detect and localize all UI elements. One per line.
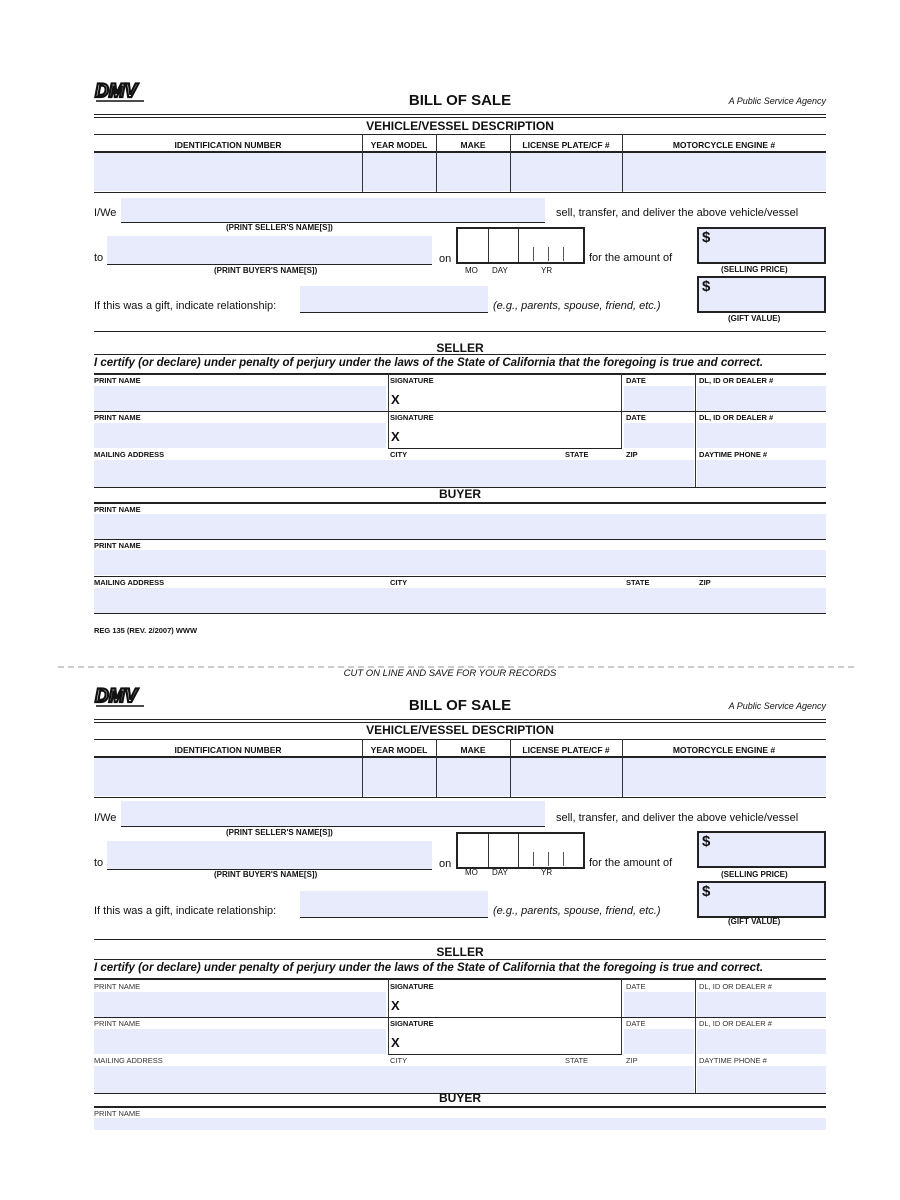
- perjury-certification: I certify (or declare) under penalty of perjury under the laws of the State of California that the foregoing is true and correct.: [94, 962, 764, 974]
- sale-date-input[interactable]: [456, 832, 585, 869]
- seller-mailing-address-label: MAILING ADDRESS: [94, 450, 165, 459]
- seller2-signature-label: SIGNATURE: [390, 413, 434, 422]
- agency-tagline: A Public Service Agency: [728, 701, 826, 711]
- seller-names-input[interactable]: [121, 801, 545, 826]
- i-we-label: I/We: [94, 207, 117, 219]
- gift-examples: (e.g., parents, spouse, friend, etc.): [493, 300, 661, 312]
- selling-price-input[interactable]: [697, 831, 826, 868]
- buyer-mailing-address-input[interactable]: [94, 588, 826, 613]
- gift-value-input[interactable]: [697, 276, 826, 313]
- license-plate-input[interactable]: [511, 758, 622, 796]
- gift-examples: (e.g., parents, spouse, friend, etc.): [493, 905, 661, 917]
- gift-value-caption: (GIFT VALUE): [728, 314, 781, 323]
- year-model-input[interactable]: [363, 758, 436, 796]
- seller1-signature-x: X: [391, 998, 400, 1013]
- to-label: to: [94, 252, 104, 264]
- dollar-sign: $: [702, 883, 711, 900]
- seller2-signature-x: X: [391, 429, 400, 444]
- dmv-logo-text: DMV: [95, 81, 138, 102]
- seller-mailing-address-input[interactable]: [94, 1066, 694, 1093]
- seller1-date-input[interactable]: [624, 992, 694, 1017]
- seller1-signature-x: X: [391, 392, 400, 407]
- seller-mailing-address-label: MAILING ADDRESS: [94, 1056, 163, 1065]
- seller-city-label: CITY: [390, 450, 408, 459]
- seller1-print-name-label: PRINT NAME: [94, 376, 141, 385]
- seller2-dl-label: DL, ID OR DEALER #: [699, 413, 774, 422]
- seller2-date-input[interactable]: [624, 1029, 694, 1054]
- seller-heading: SELLER: [436, 341, 484, 355]
- col-motorcycle-engine: MOTORCYCLE ENGINE #: [672, 140, 776, 150]
- buyer-names-input[interactable]: [107, 841, 432, 869]
- seller1-print-name-input[interactable]: [94, 386, 386, 411]
- gift-relationship-label: If this was a gift, indicate relationship:: [94, 300, 277, 312]
- seller-city-label: CITY: [390, 1056, 408, 1065]
- buyer2-print-name-input[interactable]: [94, 550, 826, 575]
- motorcycle-engine-input[interactable]: [623, 153, 826, 191]
- seller-daytime-phone-input[interactable]: [697, 460, 826, 487]
- gift-value-input[interactable]: [697, 881, 826, 918]
- buyer-state-label: STATE: [626, 578, 650, 587]
- seller2-signature-label: SIGNATURE: [390, 1019, 434, 1028]
- sell-transfer-text: sell, transfer, and deliver the above vehicle/vessel: [556, 207, 799, 219]
- date-mo-label: MO: [465, 868, 478, 877]
- sell-transfer-text: sell, transfer, and deliver the above vehicle/vessel: [556, 812, 799, 824]
- agency-tagline: A Public Service Agency: [728, 96, 826, 106]
- bill-of-sale-form-2: [94, 686, 826, 1155]
- date-mo-label: MO: [465, 266, 478, 275]
- seller-state-label: STATE: [565, 1056, 589, 1065]
- buyer-city-label: CITY: [390, 578, 408, 587]
- date-yr-label: YR: [541, 868, 553, 877]
- identification-number-input[interactable]: [94, 153, 362, 191]
- seller2-signature-x: X: [391, 1035, 400, 1050]
- col-motorcycle-engine: MOTORCYCLE ENGINE #: [672, 745, 776, 755]
- seller-state-label: STATE: [565, 450, 589, 459]
- seller2-dl-label: DL, ID OR DEALER #: [699, 1019, 772, 1028]
- form-footer: REG 135 (REV. 2/2007) WWW: [94, 626, 198, 635]
- license-plate-input[interactable]: [511, 153, 622, 191]
- make-input[interactable]: [437, 758, 510, 796]
- seller2-print-name-input[interactable]: [94, 1029, 386, 1054]
- seller1-date-label: DATE: [626, 982, 646, 991]
- buyer-names-input[interactable]: [107, 236, 432, 264]
- buyer-mailing-address-label: MAILING ADDRESS: [94, 578, 165, 587]
- gift-relationship-label: If this was a gift, indicate relationship:: [94, 905, 277, 917]
- buyer-names-caption: (PRINT BUYER'S NAME[S]): [214, 870, 318, 879]
- make-input[interactable]: [437, 153, 510, 191]
- buyer-zip-label: ZIP: [699, 578, 711, 587]
- seller2-print-name-label: PRINT NAME: [94, 1019, 141, 1028]
- form-title: BILL OF SALE: [408, 697, 512, 714]
- seller-daytime-phone-label: DAYTIME PHONE #: [699, 450, 768, 459]
- seller2-dl-input[interactable]: [697, 1029, 826, 1054]
- buyer2-print-name-label: PRINT NAME: [94, 541, 141, 550]
- col-year-model: YEAR MODEL: [370, 140, 428, 150]
- date-day-label: DAY: [492, 266, 508, 275]
- selling-price-caption: (SELLING PRICE): [721, 265, 788, 274]
- seller1-dl-input[interactable]: [697, 386, 826, 411]
- date-yr-label: YR: [541, 266, 553, 275]
- sale-date-input[interactable]: [456, 227, 585, 264]
- form-title: BILL OF SALE: [408, 92, 512, 109]
- buyer1-print-name-input[interactable]: [94, 1118, 826, 1130]
- seller-heading: SELLER: [436, 945, 484, 959]
- seller1-date-input[interactable]: [624, 386, 694, 411]
- bill-of-sale-form-1: [94, 81, 826, 650]
- to-label: to: [94, 857, 104, 869]
- identification-number-input[interactable]: [94, 758, 362, 796]
- buyer-heading: BUYER: [438, 487, 481, 501]
- perjury-certification: I certify (or declare) under penalty of perjury under the laws of the State of California that the foregoing is true and correct.: [94, 357, 764, 369]
- seller1-signature-label: SIGNATURE: [390, 982, 434, 991]
- seller-names-caption: (PRINT SELLER'S NAME[S]): [226, 223, 333, 232]
- col-make: MAKE: [460, 745, 486, 755]
- seller1-print-name-input[interactable]: [94, 992, 386, 1017]
- seller-daytime-phone-label: DAYTIME PHONE #: [699, 1056, 767, 1065]
- seller-zip-label: ZIP: [626, 450, 638, 459]
- selling-price-input[interactable]: [697, 227, 826, 264]
- for-amount-label: for the amount of: [589, 857, 673, 869]
- buyer1-print-name-input[interactable]: [94, 514, 826, 539]
- buyer-names-caption: (PRINT BUYER'S NAME[S]): [214, 266, 318, 275]
- dollar-sign: $: [702, 229, 711, 246]
- col-make: MAKE: [460, 140, 486, 150]
- buyer1-print-name-label: PRINT NAME: [94, 505, 141, 514]
- on-label: on: [439, 253, 452, 265]
- dollar-sign: $: [702, 833, 711, 850]
- seller1-signature-label: SIGNATURE: [390, 376, 434, 385]
- year-model-input[interactable]: [363, 153, 436, 191]
- gift-value-caption: (GIFT VALUE): [728, 917, 781, 926]
- col-identification-number: IDENTIFICATION NUMBER: [174, 140, 282, 150]
- gift-relationship-input[interactable]: [300, 286, 488, 312]
- seller2-date-label: DATE: [626, 1019, 646, 1028]
- seller2-print-name-label: PRINT NAME: [94, 413, 141, 422]
- seller2-date-input[interactable]: [624, 423, 694, 448]
- on-label: on: [439, 858, 452, 870]
- date-day-label: DAY: [492, 868, 508, 877]
- seller1-dl-input[interactable]: [697, 992, 826, 1017]
- seller2-date-label: DATE: [626, 413, 646, 422]
- seller1-dl-label: DL, ID OR DEALER #: [699, 376, 774, 385]
- buyer-heading: BUYER: [438, 1091, 481, 1105]
- col-license-plate: LICENSE PLATE/CF #: [522, 140, 610, 150]
- seller1-dl-label: DL, ID OR DEALER #: [699, 982, 772, 991]
- seller-names-caption: (PRINT SELLER'S NAME[S]): [226, 828, 333, 837]
- seller-names-input[interactable]: [121, 198, 545, 222]
- seller-daytime-phone-input[interactable]: [697, 1066, 826, 1093]
- gift-relationship-input[interactable]: [300, 891, 488, 917]
- cut-line-label: CUT ON LINE AND SAVE FOR YOUR RECORDS: [343, 668, 557, 679]
- col-identification-number: IDENTIFICATION NUMBER: [174, 745, 282, 755]
- for-amount-label: for the amount of: [589, 252, 673, 264]
- i-we-label: I/We: [94, 812, 117, 824]
- seller2-print-name-input[interactable]: [94, 423, 386, 448]
- seller1-date-label: DATE: [626, 376, 646, 385]
- vehicle-section-heading: VEHICLE/VESSEL DESCRIPTION: [366, 723, 554, 737]
- seller2-dl-input[interactable]: [697, 423, 826, 448]
- motorcycle-engine-input[interactable]: [623, 758, 826, 796]
- selling-price-caption: (SELLING PRICE): [721, 870, 788, 879]
- seller-mailing-address-input[interactable]: [94, 460, 694, 487]
- seller1-print-name-label: PRINT NAME: [94, 982, 141, 991]
- buyer1-print-name-label: PRINT NAME: [94, 1109, 141, 1118]
- dollar-sign: $: [702, 278, 711, 295]
- seller-zip-label: ZIP: [626, 1056, 638, 1065]
- col-year-model: YEAR MODEL: [370, 745, 428, 755]
- col-license-plate: LICENSE PLATE/CF #: [522, 745, 610, 755]
- vehicle-section-heading: VEHICLE/VESSEL DESCRIPTION: [366, 119, 554, 133]
- dmv-logo-text: DMV: [95, 686, 138, 707]
